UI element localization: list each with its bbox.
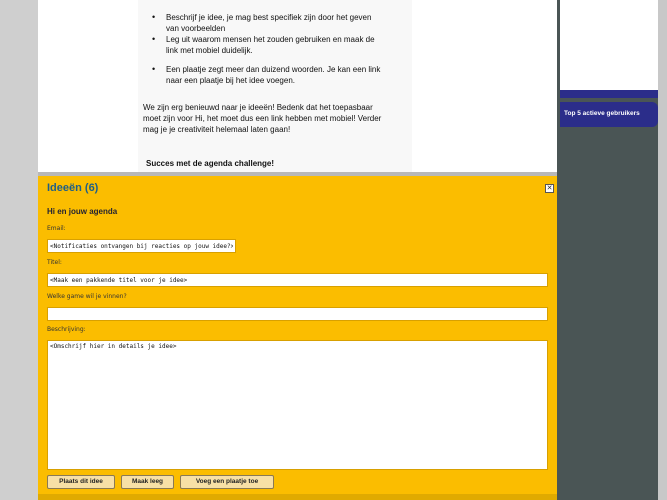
game-field[interactable] (47, 307, 548, 321)
list-item: • Beschrijf je idee, je mag best specifiek zijn door het geven van voorbeelden (152, 12, 382, 34)
sidebar (557, 0, 667, 500)
list-item: • Een plaatje zegt meer dan duizend woorden. Je kan een link naar een plaatje bij het idee voegen. (152, 64, 382, 86)
title-field[interactable] (47, 273, 548, 287)
sidebar-widget (560, 0, 658, 90)
main-column (38, 0, 557, 500)
intro-section (38, 0, 557, 173)
close-icon[interactable]: ✕ (546, 184, 553, 192)
intro-closing: Succes met de agenda challenge! (146, 159, 275, 168)
email-field[interactable] (47, 239, 236, 253)
intro-paragraph: We zijn erg benieuwd naar je ideeën! Bedenk dat het toepasbaar moet zijn voor Hi, het moet dus een link hebben met mobiel! Verder mag je je creativiteit helemaal laten gaan! (143, 103, 382, 134)
tips-list (152, 12, 382, 86)
email-label: Email: (47, 225, 66, 232)
top-users-heading[interactable]: Top 5 actieve gebruikers (560, 102, 658, 127)
ideas-panel (38, 176, 557, 500)
clear-button[interactable]: Maak leeg (121, 475, 174, 489)
panel-title: Ideeën (6) (47, 182, 99, 194)
form-heading: Hi en jouw agenda (47, 207, 118, 216)
game-label: Welke game wil je vinnen? (47, 293, 127, 300)
sidebar-stripe (560, 90, 658, 98)
submit-idea-button[interactable]: Plaats dit idee (47, 475, 115, 489)
list-item: • Leg uit waarom mensen het zouden gebruiken en maak de link met mobiel duidelijk. (152, 34, 382, 56)
description-label: Beschrijving: (47, 326, 86, 333)
title-label: Titel: (47, 259, 62, 266)
sidebar-edge (658, 0, 667, 500)
intro-text-block (138, 0, 412, 173)
add-image-button[interactable]: Voeg een plaatje toe (180, 475, 274, 489)
panel-footer (38, 494, 557, 500)
description-field[interactable] (47, 340, 548, 470)
